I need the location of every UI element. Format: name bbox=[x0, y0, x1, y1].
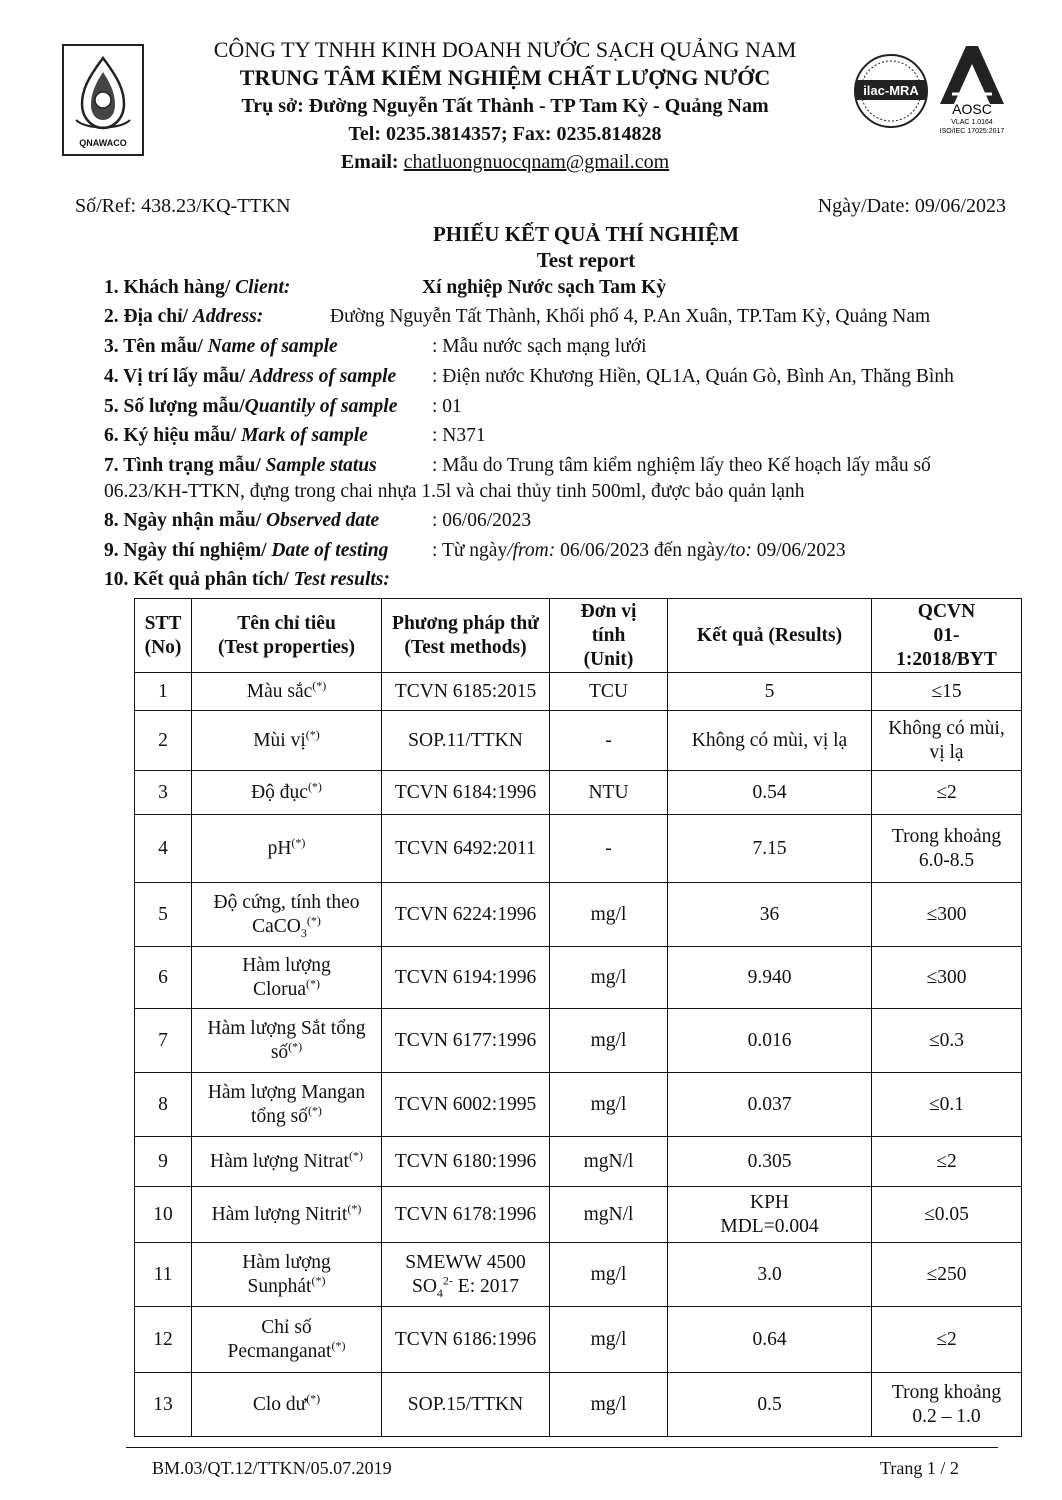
table-row bbox=[135, 883, 1022, 947]
sample-status-label: 7. Tình trạng mẫu/ Sample status bbox=[104, 455, 377, 476]
aosc-text: AOSC bbox=[952, 101, 992, 117]
company-logo bbox=[62, 44, 144, 156]
cell-property: Mùi vị(*) bbox=[192, 711, 382, 771]
address-value: Đường Nguyễn Tất Thành, Khối phố 4, P.An Xuân, TP.Tam Kỳ, Quảng Nam bbox=[330, 306, 931, 327]
cell-no: 13 bbox=[135, 1373, 192, 1437]
cell-result: 0.64 bbox=[668, 1307, 872, 1373]
cell-unit: mg/l bbox=[550, 947, 668, 1009]
cell-no: 12 bbox=[135, 1307, 192, 1373]
page-number: Trang 1 / 2 bbox=[880, 1458, 959, 1478]
cell-no: 4 bbox=[135, 815, 192, 883]
cell-no: 3 bbox=[135, 771, 192, 815]
cell-standard: ≤2 bbox=[872, 1137, 1022, 1187]
aosc-iso: ISO/IEC 17025:2017 bbox=[939, 128, 1005, 135]
cell-result: 0.54 bbox=[668, 771, 872, 815]
col-header-property: Tên chỉ tiêu (Test properties) bbox=[192, 599, 382, 673]
sample-status-value: : Mẫu do Trung tâm kiểm nghiệm lấy theo Kế hoạch lấy mẫu số bbox=[432, 455, 931, 476]
cell-unit: - bbox=[550, 711, 668, 771]
company-address: Trụ sở: Đường Nguyễn Tất Thành - TP Tam Kỳ - Quảng Nam bbox=[241, 95, 769, 117]
cell-standard: ≤0.05 bbox=[872, 1187, 1022, 1243]
letterhead bbox=[160, 36, 850, 176]
cell-no: 11 bbox=[135, 1243, 192, 1307]
cell-unit: mg/l bbox=[550, 1009, 668, 1073]
aosc-code: VLAC 1.0164 bbox=[951, 119, 993, 126]
cell-method: TCVN 6184:1996 bbox=[382, 771, 550, 815]
sample-location-value: : Điện nước Khương Hiền, QL1A, Quán Gò, Bình An, Thăng Bình bbox=[432, 366, 954, 387]
cell-result: KPH MDL=0.004 bbox=[668, 1187, 872, 1243]
cell-standard: ≤2 bbox=[872, 1307, 1022, 1373]
table-row bbox=[135, 1137, 1022, 1187]
cell-result: 0.016 bbox=[668, 1009, 872, 1073]
cell-method: TCVN 6224:1996 bbox=[382, 883, 550, 947]
cell-result: Không có mùi, vị lạ bbox=[668, 711, 872, 771]
table-row bbox=[135, 1307, 1022, 1373]
cell-method: SOP.11/TTKN bbox=[382, 711, 550, 771]
cell-method: TCVN 6002:1995 bbox=[382, 1073, 550, 1137]
cell-no: 9 bbox=[135, 1137, 192, 1187]
cell-standard: ≤0.1 bbox=[872, 1073, 1022, 1137]
cell-standard: ≤250 bbox=[872, 1243, 1022, 1307]
cell-property: Clo dư(*) bbox=[192, 1373, 382, 1437]
testing-date-label: 9. Ngày thí nghiệm/ Date of testing bbox=[104, 540, 389, 561]
logo-text: QNAWACO bbox=[79, 138, 127, 148]
company-email bbox=[160, 148, 850, 176]
ilac-text: ilac-MRA bbox=[863, 83, 919, 98]
report-date: Ngày/Date: 09/06/2023 bbox=[817, 195, 1006, 217]
cell-method: TCVN 6185:2015 bbox=[382, 673, 550, 711]
cell-property: Hàm lượng Mangan tổng số(*) bbox=[192, 1073, 382, 1137]
cell-unit: mgN/l bbox=[550, 1187, 668, 1243]
form-code: BM.03/QT.12/TTKN/05.07.2019 bbox=[152, 1458, 392, 1478]
report-title: PHIẾU KẾT QUẢ THÍ NGHIỆM bbox=[432, 222, 740, 246]
cell-method: TCVN 6186:1996 bbox=[382, 1307, 550, 1373]
cell-property: Hàm lượng Nitrat(*) bbox=[192, 1137, 382, 1187]
cell-result: 9.940 bbox=[668, 947, 872, 1009]
ilac-mra-logo bbox=[850, 50, 932, 132]
cell-no: 7 bbox=[135, 1009, 192, 1073]
cell-no: 6 bbox=[135, 947, 192, 1009]
cell-standard: ≤15 bbox=[872, 673, 1022, 711]
cell-no: 2 bbox=[135, 711, 192, 771]
cell-no: 5 bbox=[135, 883, 192, 947]
testing-date-value: : Từ ngày/from: 06/06/2023 đến ngày/to: 09/06/2023 bbox=[432, 540, 846, 561]
cell-property: Hàm lượng Nitrit(*) bbox=[192, 1187, 382, 1243]
company-phone: Tel: 0235.3814357; Fax: 0235.814828 bbox=[348, 123, 662, 145]
cell-standard: Không có mùi, vị lạ bbox=[872, 711, 1022, 771]
table-row bbox=[135, 815, 1022, 883]
cell-result: 3.0 bbox=[668, 1243, 872, 1307]
client-value: Xí nghiệp Nước sạch Tam Kỳ bbox=[422, 277, 667, 298]
col-header-result: Kết quả (Results) bbox=[668, 599, 872, 673]
results-table bbox=[134, 598, 1022, 1437]
sample-quantity-value: : 01 bbox=[432, 396, 462, 417]
cell-result: 5 bbox=[668, 673, 872, 711]
cell-unit: mg/l bbox=[550, 1373, 668, 1437]
cell-unit: - bbox=[550, 815, 668, 883]
sample-location-label: 4. Vị trí lấy mẫu/ Address of sample bbox=[104, 366, 397, 387]
cell-unit: mg/l bbox=[550, 1243, 668, 1307]
footer-divider bbox=[126, 1447, 998, 1448]
table-row bbox=[135, 673, 1022, 711]
cell-property: Hàm lượng Sắt tổng số(*) bbox=[192, 1009, 382, 1073]
col-header-method: Phương pháp thử (Test methods) bbox=[382, 599, 550, 673]
cell-method: TCVN 6492:2011 bbox=[382, 815, 550, 883]
client-label: 1. Khách hàng/ Client: bbox=[104, 277, 291, 298]
cell-standard: Trong khoảng 0.2 – 1.0 bbox=[872, 1373, 1022, 1437]
table-row bbox=[135, 1373, 1022, 1437]
table-row bbox=[135, 947, 1022, 1009]
received-date-label: 8. Ngày nhận mẫu/ Observed date bbox=[104, 510, 380, 531]
sample-mark-value: : N371 bbox=[432, 425, 486, 446]
table-row bbox=[135, 1073, 1022, 1137]
email-link[interactable]: chatluongnuocqnam@gmail.com bbox=[403, 151, 670, 173]
col-header-standard: QCVN 01- 1:2018/BYT bbox=[872, 599, 1022, 673]
table-row bbox=[135, 1187, 1022, 1243]
table-row bbox=[135, 711, 1022, 771]
center-name: TRUNG TÂM KIỂM NGHIỆM CHẤT LƯỢNG NƯỚC bbox=[239, 65, 771, 90]
cell-property: Hàm lượng Clorua(*) bbox=[192, 947, 382, 1009]
aosc-logo bbox=[932, 42, 1012, 136]
cell-result: 7.15 bbox=[668, 815, 872, 883]
cell-no: 10 bbox=[135, 1187, 192, 1243]
cell-unit: mg/l bbox=[550, 1073, 668, 1137]
cell-standard: ≤300 bbox=[872, 947, 1022, 1009]
cell-property: Độ cứng, tính theo CaCO$_3$(*) bbox=[192, 883, 382, 947]
sample-name-label: 3. Tên mẫu/ Name of sample bbox=[104, 336, 338, 357]
sample-name-value: : Mẫu nước sạch mạng lưới bbox=[432, 336, 647, 357]
report-subtitle: Test report bbox=[536, 248, 636, 272]
cell-method: SOP.15/TTKN bbox=[382, 1373, 550, 1437]
reference-number: Số/Ref: 438.23/KQ-TTKN bbox=[75, 195, 291, 217]
cell-standard: Trong khoảng 6.0-8.5 bbox=[872, 815, 1022, 883]
table-header-row bbox=[135, 599, 1022, 673]
cell-result: 0.5 bbox=[668, 1373, 872, 1437]
cell-result: 0.037 bbox=[668, 1073, 872, 1137]
results-label: 10. Kết quả phân tích/ Test results: bbox=[104, 569, 390, 590]
cell-no: 8 bbox=[135, 1073, 192, 1137]
cell-method: TCVN 6180:1996 bbox=[382, 1137, 550, 1187]
company-name: CÔNG TY TNHH KINH DOANH NƯỚC SẠCH QUẢNG NAM bbox=[213, 37, 797, 62]
cell-method: TCVN 6177:1996 bbox=[382, 1009, 550, 1073]
cell-property: Độ đục(*) bbox=[192, 771, 382, 815]
cell-standard: ≤2 bbox=[872, 771, 1022, 815]
cell-property: Màu sắc(*) bbox=[192, 673, 382, 711]
cell-result: 36 bbox=[668, 883, 872, 947]
table-row bbox=[135, 1009, 1022, 1073]
cell-unit: mg/l bbox=[550, 1307, 668, 1373]
cell-method: SMEWW 4500 $SO_4^{2-}$ E: 2017 bbox=[382, 1243, 550, 1307]
email-label: Email: bbox=[340, 151, 404, 173]
received-date-value: : 06/06/2023 bbox=[432, 510, 532, 531]
cell-property: Hàm lượng Sunphát(*) bbox=[192, 1243, 382, 1307]
cell-standard: ≤0.3 bbox=[872, 1009, 1022, 1073]
cell-result: 0.305 bbox=[668, 1137, 872, 1187]
col-header-unit: Đơn vị tính (Unit) bbox=[550, 599, 668, 673]
cell-unit: mgN/l bbox=[550, 1137, 668, 1187]
cell-property: pH(*) bbox=[192, 815, 382, 883]
cell-unit: NTU bbox=[550, 771, 668, 815]
cell-method: TCVN 6194:1996 bbox=[382, 947, 550, 1009]
cell-property: Chỉ số Pecmanganat(*) bbox=[192, 1307, 382, 1373]
cell-standard: ≤300 bbox=[872, 883, 1022, 947]
sample-quantity-label: 5. Số lượng mẫu/Quantily of sample bbox=[104, 396, 398, 417]
cell-unit: TCU bbox=[550, 673, 668, 711]
col-header-no: STT (No) bbox=[135, 599, 192, 673]
cell-unit: mg/l bbox=[550, 883, 668, 947]
cell-method: TCVN 6178:1996 bbox=[382, 1187, 550, 1243]
cell-no: 1 bbox=[135, 673, 192, 711]
table-row bbox=[135, 771, 1022, 815]
table-row bbox=[135, 1243, 1022, 1307]
address-label: 2. Địa chỉ/ Address: bbox=[104, 306, 264, 327]
sample-status-value-cont: 06.23/KH-TTKN, đựng trong chai nhựa 1.5l và chai thủy tinh 500ml, được bảo quản lạnh bbox=[104, 481, 805, 502]
sample-mark-label: 6. Ký hiệu mẫu/ Mark of sample bbox=[104, 425, 368, 446]
